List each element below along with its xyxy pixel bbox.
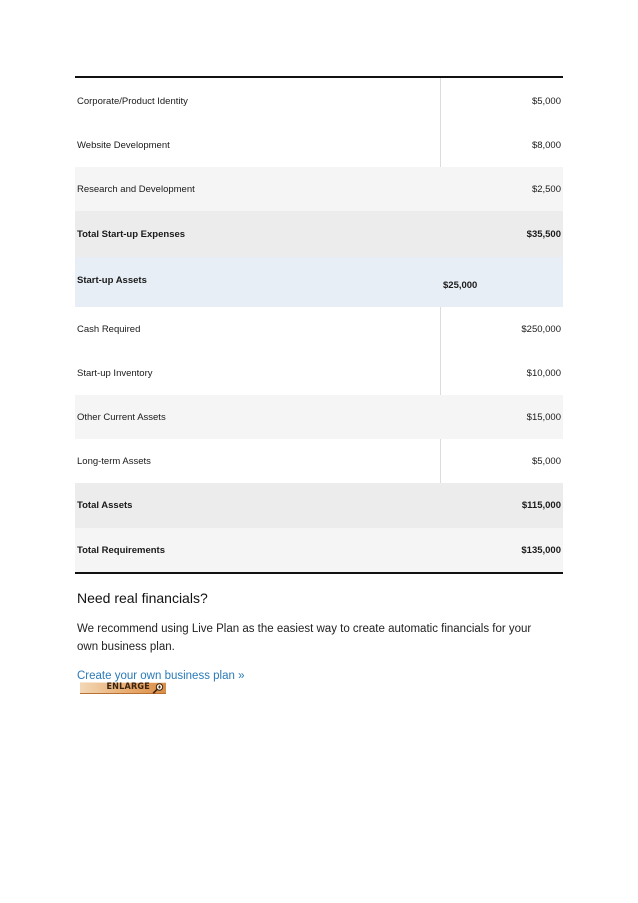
table-row-total xyxy=(75,483,563,528)
row-label: Website Development xyxy=(77,140,170,151)
row-value: $10,000 xyxy=(526,367,561,379)
table-row-section xyxy=(75,257,563,307)
row-label: Cash Required xyxy=(77,323,141,335)
row-value: $8,000 xyxy=(531,140,561,151)
create-plan-link[interactable]: Create your own business plan » xyxy=(77,670,245,682)
row-value: $2,500 xyxy=(531,183,561,195)
enlarge-label: ENLARGE xyxy=(106,682,150,692)
row-label: Other Current Assets xyxy=(77,411,166,423)
table-row xyxy=(75,124,563,167)
table-row xyxy=(75,78,563,124)
row-value: $5,000 xyxy=(531,95,561,107)
row-label: Total Assets xyxy=(77,500,133,511)
row-value: $35,500 xyxy=(526,228,561,240)
table-row xyxy=(75,351,563,395)
row-value: $115,000 xyxy=(521,500,561,511)
row-value: $5,000 xyxy=(531,455,561,467)
promo-heading: Need real financials? xyxy=(77,590,208,606)
row-value: $135,000 xyxy=(521,544,561,556)
row-label: Long-term Assets xyxy=(77,455,151,467)
row-value: $25,000 xyxy=(443,280,478,291)
row-label: Total Requirements xyxy=(77,544,165,556)
table-row-total xyxy=(75,528,563,572)
row-label: Corporate/Product Identity xyxy=(77,95,188,107)
enlarge-button[interactable] xyxy=(80,682,166,694)
magnifier-plus-icon xyxy=(152,683,164,694)
row-value: $15,000 xyxy=(526,411,561,423)
table-row-total xyxy=(75,211,563,257)
row-label: Total Start-up Expenses xyxy=(77,228,186,240)
table-row xyxy=(75,439,563,483)
row-label: Start-up Inventory xyxy=(77,367,153,379)
row-label: Start-up Assets xyxy=(77,275,147,286)
table-row xyxy=(75,167,563,211)
table-row xyxy=(75,307,563,351)
row-label: Research and Development xyxy=(77,183,195,195)
promo-section xyxy=(77,590,547,684)
table-row xyxy=(75,395,563,439)
promo-body: We recommend using Live Plan as the easiest way to create automatic financials for your own business plan. xyxy=(77,623,532,653)
row-value: $250,000 xyxy=(521,323,561,335)
startup-table xyxy=(75,76,563,574)
